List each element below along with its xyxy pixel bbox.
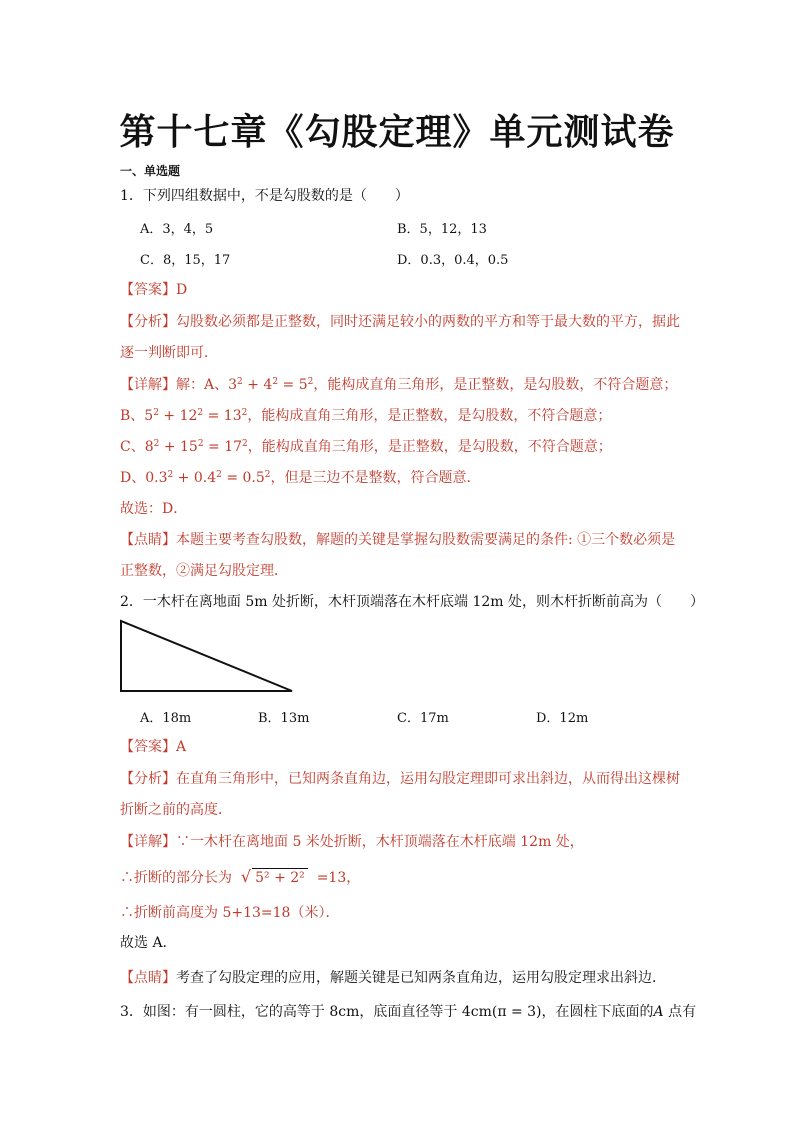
q2-choice: 故选 A． [120,935,177,951]
sqrt-icon: √ [240,867,252,886]
comment-text: 考查了勾股定理的应用，解题关键是已知两条直角边，运用勾股定理求出斜边． [176,970,666,986]
q2-detail-1 [120,833,584,851]
q2-option-d: D．12m [536,711,589,726]
answer-tag: 【答案】 [120,282,176,298]
page-title: 第十七章《勾股定理》单元测试卷 [119,112,675,153]
detail-a-text: ，能构成直角三角形，是正整数，是勾股数，不符合题意； [313,377,678,393]
q2-answer [120,738,186,756]
q2-option-b: B．13m [258,711,310,726]
analysis-tag: 【分析】 [120,314,176,330]
q1-detail-c: C、$8^2 + 15^2 = 17^2$，能构成直角三角形，是正整数，是勾股数，不符合题意； [120,439,612,455]
q2-comment [120,969,666,987]
pi-condition: (π = 3) [491,1004,542,1020]
answer-value: D [176,282,188,298]
q1-stem: 1．下列四组数据中，不是勾股数的是（ ） [120,188,409,204]
q2-triangle-figure [118,618,298,694]
comment-tag: 【点睛】 [120,532,176,548]
detail-tag: 【详解】 [120,834,176,850]
q1-choice: 故选：D． [120,501,188,517]
detail-b-math: $5^2 + 12^2 = 13^2$ [144,408,248,424]
q1-detail-b: B、$5^2 + 12^2 = 13^2$，能构成直角三角形，是正整数，是勾股数，不符合题意； [120,408,612,424]
q1-option-a: A．3，4，5 [140,222,214,237]
q1-answer [120,281,187,299]
detail-text: ∵一木杆在离地面 5 米处折断，木杆顶端落在木杆底端 12m 处， [176,834,584,850]
sqrt-radicand: 5² + 2² [252,868,308,887]
q1-analysis-line-2: 逐一判断即可． [120,345,218,361]
q1-detail-d: D、$0.3^2 + 0.4^2 = 0.5^2$，但是三边不是整数，符合题意． [120,470,481,486]
q1-analysis-line-1 [120,313,680,331]
point-a-label: A [653,1004,664,1020]
q2-detail-2: ∴折断的部分长为 √ 5² + 2² =13， [120,867,361,886]
q1-option-d: D．0.3，0.4，0.5 [397,253,509,268]
analysis-text: 在直角三角形中，已知两条直角边，运用勾股定理即可求出斜边，从而得出这棵树 [176,771,680,787]
q1-option-b: B．5，12，13 [397,222,487,237]
detail-c-math: $8^2 + 15^2 = 17^2$ [144,439,248,455]
section-heading: 一、单选题 [120,164,181,178]
answer-tag: 【答案】 [120,739,176,755]
q2-detail-3: ∴折断前高度为 5+13=18（米）． [120,905,340,921]
q2-analysis-line-1 [120,770,680,788]
detail-tag: 【详解】 [120,377,176,393]
q1-option-c: C．8，15，17 [140,253,231,268]
answer-value: A [176,739,187,755]
q1-detail-a [120,376,677,394]
analysis-text: 勾股数必须都是正整数，同时还满足较小的两数的平方和等于最大数的平方，据此 [176,314,680,330]
right-triangle [121,621,292,691]
comment-tag: 【点睛】 [120,970,176,986]
q2-option-a: A．18m [140,711,192,726]
q2-option-c: C．17m [397,711,449,726]
detail-prefix: 解：A、 [176,377,229,393]
detail-d-math: $0.3^2 + 0.4^2 = 0.5^2$ [145,470,271,486]
q2-analysis-line-2: 折断之前的高度． [120,802,232,818]
q1-comment-line-2: 正整数，②满足勾股定理． [120,563,288,579]
q3-stem: 3．如图：有一圆柱，它的高等于 8cm，底面直径等于 4cm(π = 3)，在圆柱下底面的A 点有 [120,1004,697,1020]
q2-stem: 2．一木杆在离地面 5m 处折断，木杆顶端落在木杆底端 12m 处，则木杆折断前高为（ ） [120,594,704,610]
analysis-tag: 【分析】 [120,771,176,787]
detail-a-math: $3^2 + 4^2 = 5^2$ [228,377,314,393]
q1-comment-line-1: 【点睛】本题主要考查勾股数，解题的关键是掌握勾股数需要满足的条件: ①三个数必须是 [120,532,676,548]
